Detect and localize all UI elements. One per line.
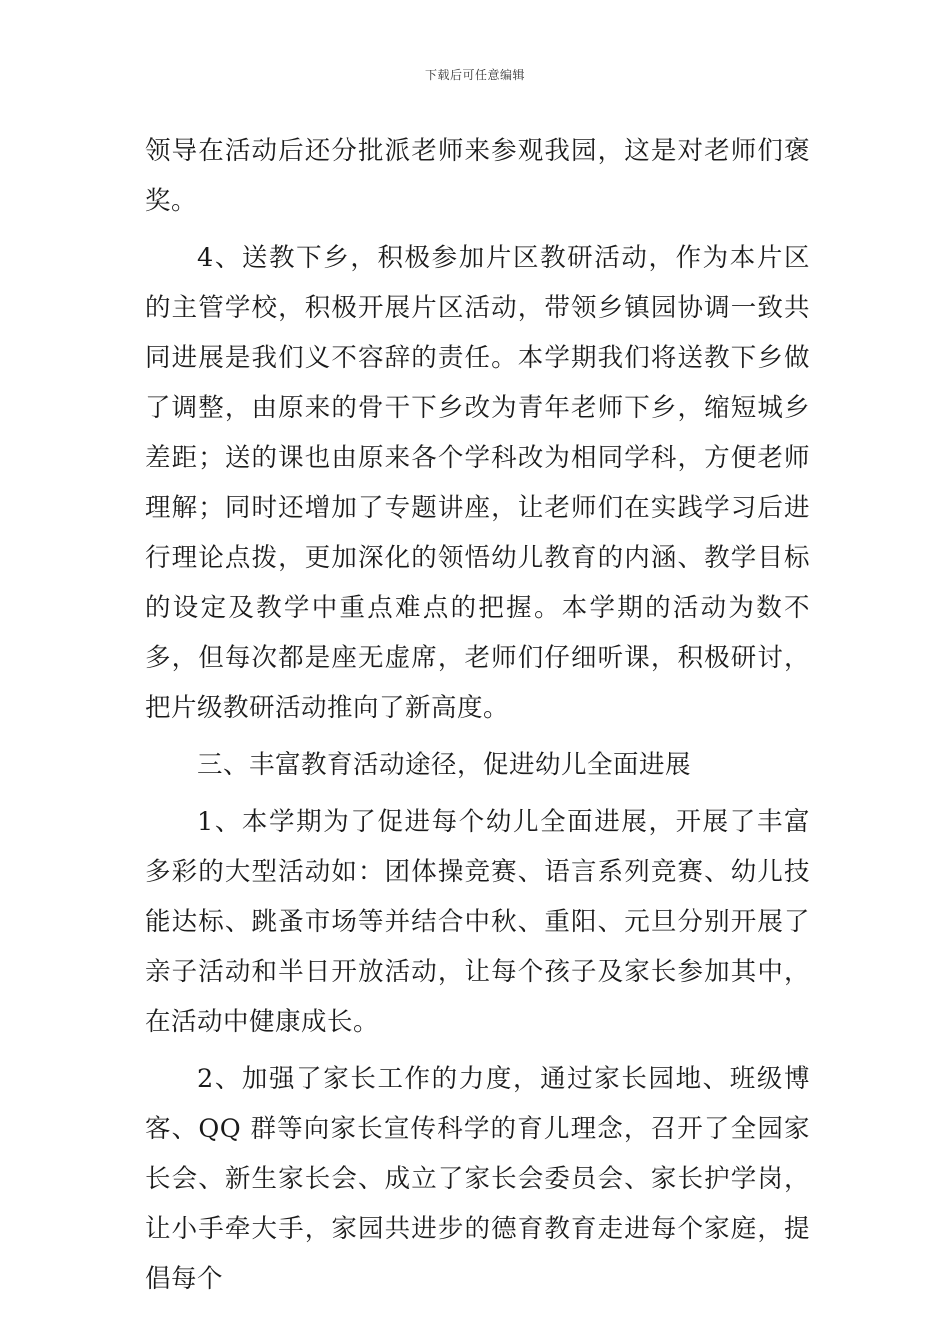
paragraph-continuation: 领导在活动后还分批派老师来参观我园，这是对老师们褒奖。 [145,136,810,216]
paragraph-item-1: 1、本学期为了促进每个幼儿全面进展，开展了丰富多彩的大型活动如：团体操竞赛、语言系列竞赛、幼儿技能达标、跳蚤市场等并结合中秋、重阳、元旦分别开展了亲子活动和半日开放活动，让每个孩子及家长参加其中，在活动中健康成长。 [145,807,810,1037]
paragraph-item-4: 4、送教下乡，积极参加片区教研活动，作为本片区的主管学校，积极开展片区活动，带领乡镇园协调一致共同进展是我们义不容辞的责任。本学期我们将送教下乡做了调整，由原来的骨干下乡改为青年老师下乡，缩短城乡差距；送的课也由原来各个学科改为相同学科，方便老师理解；同时还增加了专题讲座，让老师们在实践学习后进行理论点拨，更加深化的领悟幼儿教育的内涵、教学目标的设定及教学中重点难点的把握。本学期的活动为数不多，但每次都是座无虚席，老师们仔细听课，积极研讨，把片级教研活动推向了新高度。 [145,243,810,723]
section-heading-3: 三、丰富教育活动途径，促进幼儿全面进展 [197,750,692,780]
header-note: 下载后可任意编辑 [424,68,525,82]
document-body [145,126,810,1311]
paragraph-item-2: 2、加强了家长工作的力度，通过家长园地、班级博客、QQ 群等向家长宣传科学的育儿理念，召开了全园家长会、新生家长会、成立了家长会委员会、家长护学岗，让小手牵大手，家园共进步的德育教育走进每个家庭，提倡每个 [145,1064,810,1294]
